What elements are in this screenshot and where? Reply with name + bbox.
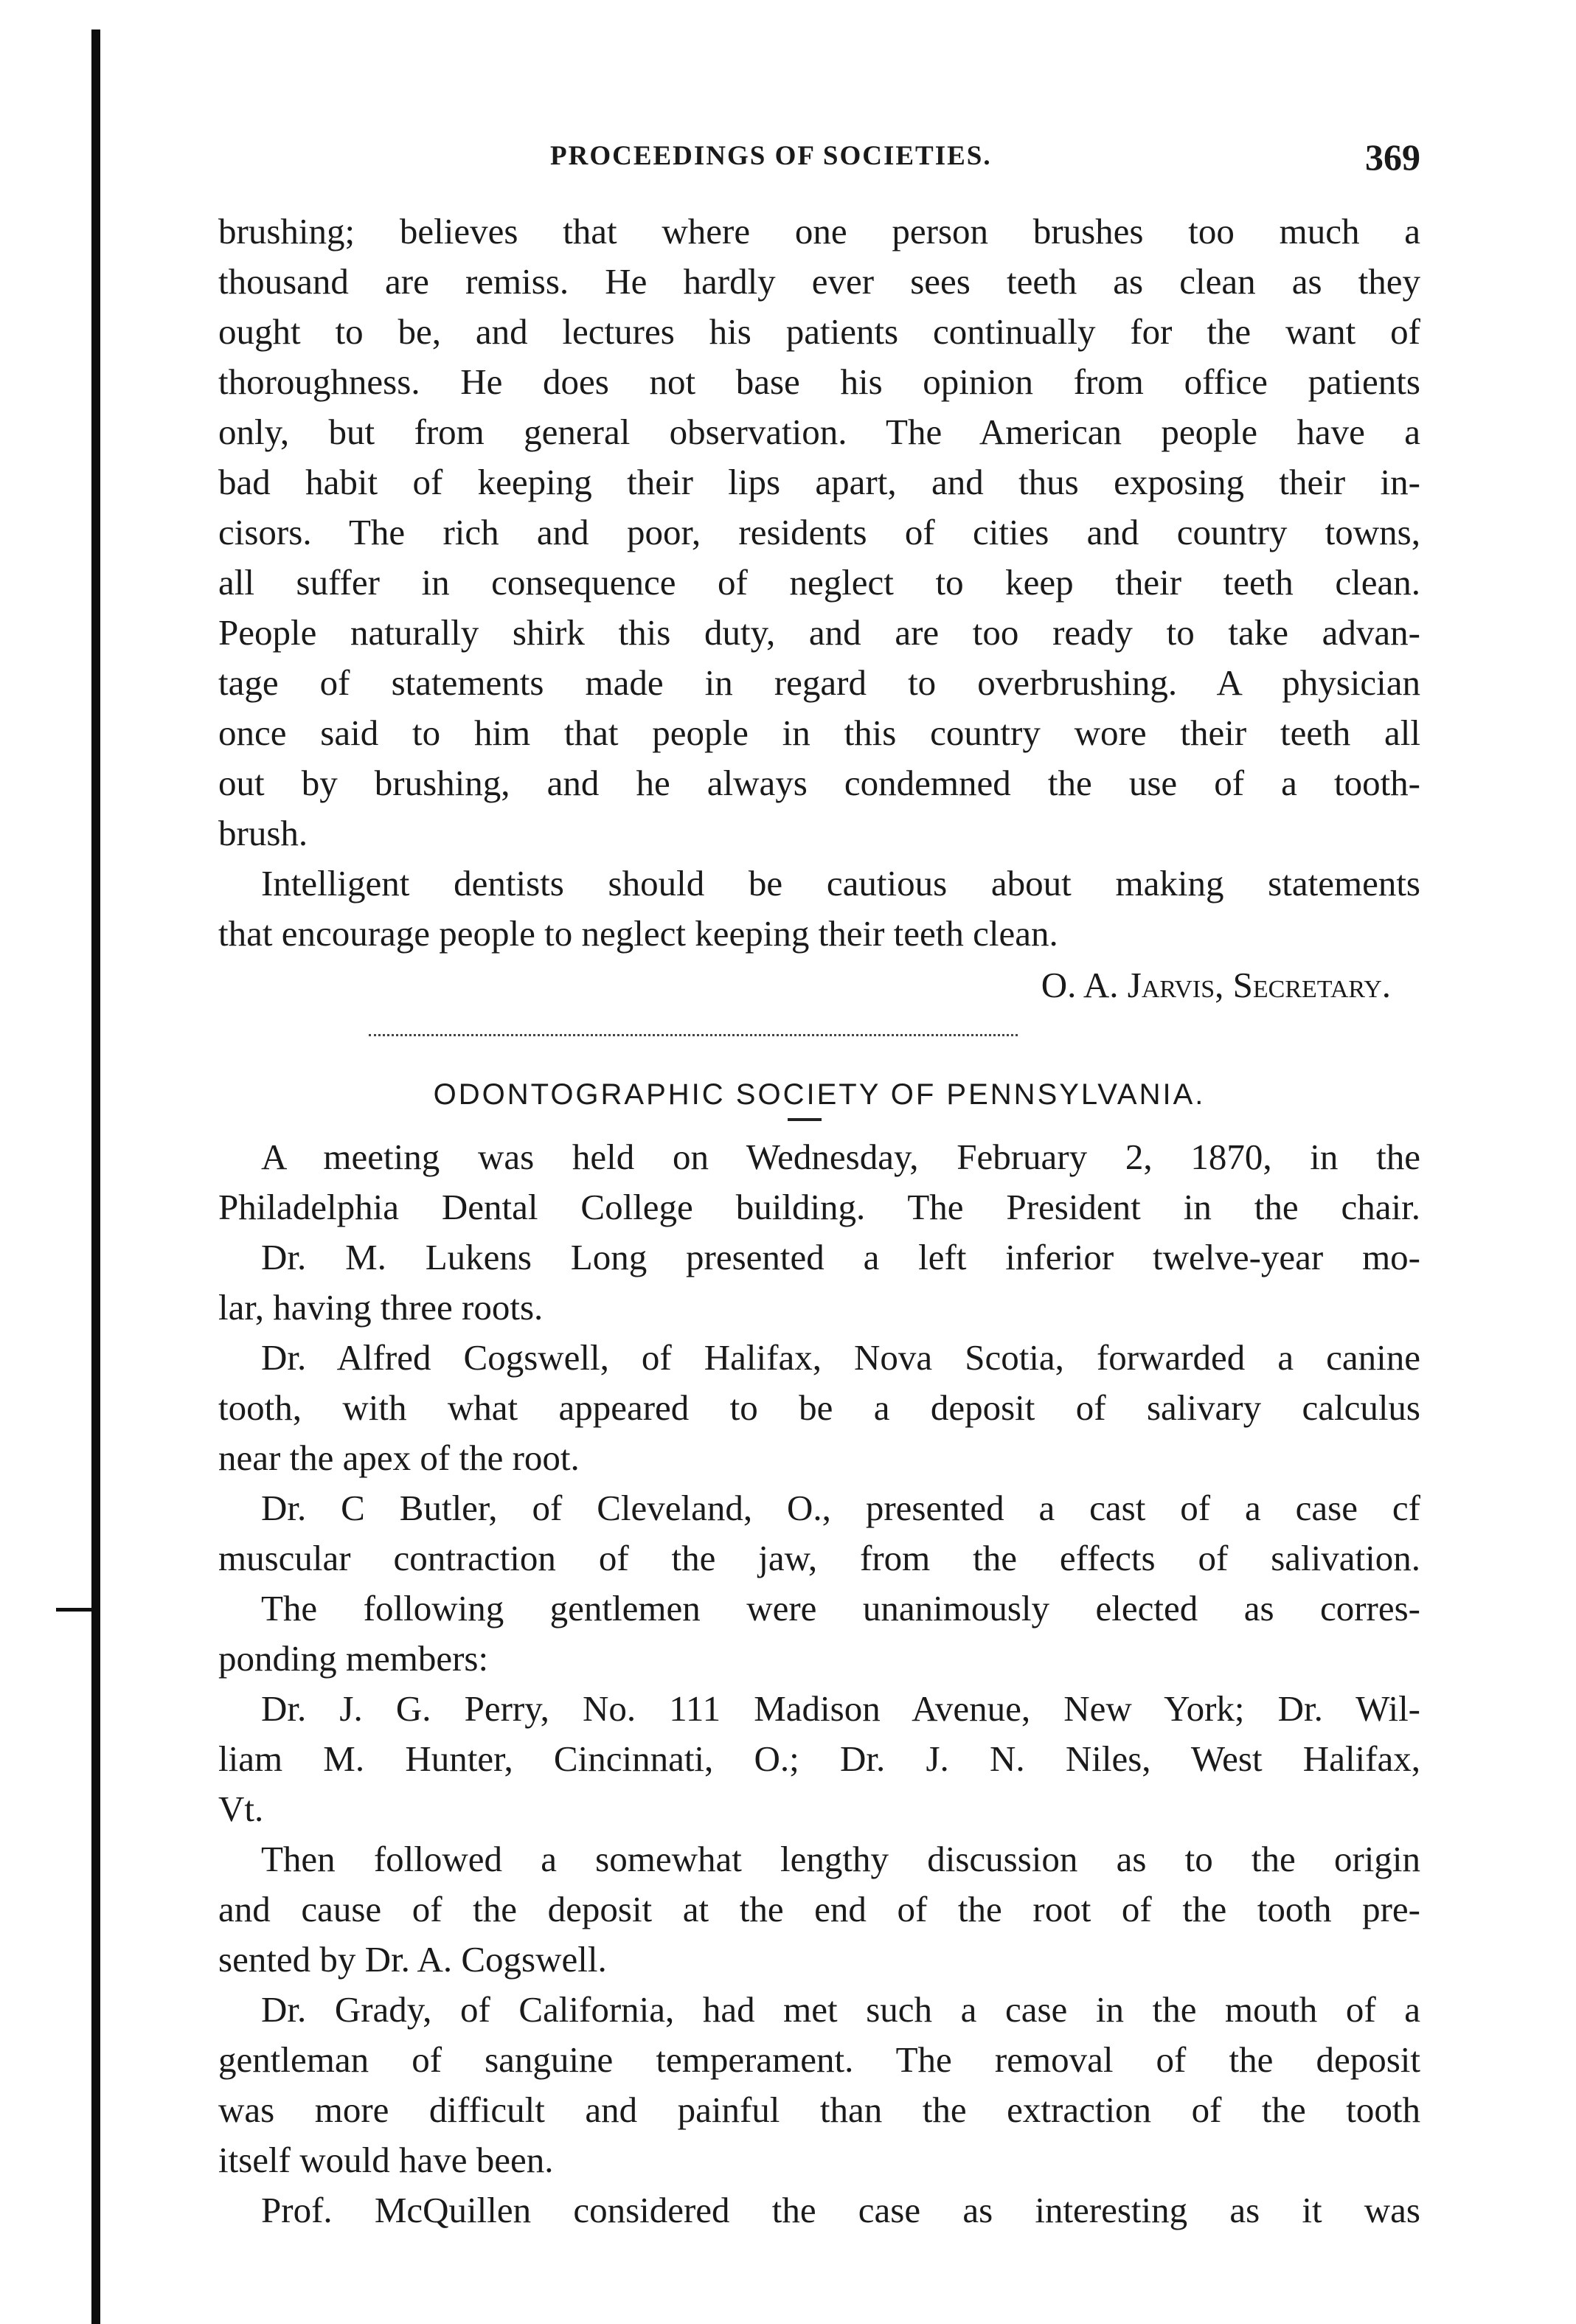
signature: O. A. Jarvis, Secretary. <box>1041 965 1391 1005</box>
text-line: Intelligent dentists should be cautious about making statements <box>261 863 1420 903</box>
text-line: ought to be, and lectures his patients continually for the want of <box>218 311 1420 352</box>
text-line: and cause of the deposit at the end of the root of the tooth pre- <box>218 1889 1420 1929</box>
section-heading: ODONTOGRAPHIC SOCIETY OF PENNSYLVANIA. <box>433 1078 1206 1111</box>
text-line: Then followed a somewhat lengthy discussion as to the origin <box>261 1839 1420 1879</box>
margin-mark <box>56 1608 91 1612</box>
text-line: tage of statements made in regard to overbrushing. A physician <box>218 662 1420 703</box>
text-line: itself would have been. <box>218 2140 554 2180</box>
text-line: Vt. <box>218 1789 264 1829</box>
text-line: thoroughness. He does not base his opinion from office patients <box>218 361 1420 402</box>
text-line: brush. <box>218 813 308 853</box>
text-line: lar, having three roots. <box>218 1287 544 1328</box>
text-line: ponding members: <box>218 1638 489 1679</box>
text-line: thousand are remiss. He hardly ever sees teeth as clean as they <box>218 261 1420 302</box>
section-divider <box>369 1034 1018 1036</box>
text-line: near the apex of the root. <box>218 1437 580 1478</box>
text-line: sented by Dr. A. Cogswell. <box>218 1939 607 1980</box>
text-line: Dr. C Butler, of Cleveland, O., presented a cast of a case cf <box>261 1488 1420 1528</box>
text-line: Dr. J. G. Perry, No. 111 Madison Avenue, New York; Dr. Wil- <box>261 1688 1420 1729</box>
text-line: liam M. Hunter, Cincinnati, O.; Dr. J. N. Niles, West Halifax, <box>218 1738 1420 1779</box>
page-number: 369 <box>1365 136 1420 178</box>
running-head <box>218 136 1420 192</box>
text-line: Dr. Grady, of California, had met such a case in the mouth of a <box>261 1989 1420 2030</box>
text-line: cisors. The rich and poor, residents of cities and country towns, <box>218 512 1420 552</box>
text-line: all suffer in consequence of neglect to keep their teeth clean. <box>218 562 1420 603</box>
text-line: out by brushing, and he always condemned the use of a tooth- <box>218 763 1420 803</box>
page-binding-edge <box>91 30 100 2324</box>
text-line: that encourage people to neglect keeping their teeth clean. <box>218 913 1058 954</box>
text-line: People naturally shirk this duty, and are too ready to take advan- <box>218 612 1420 653</box>
text-line: brushing; believes that where one person brushes too much a <box>218 211 1420 252</box>
text-line: once said to him that people in this country wore their teeth all <box>218 712 1420 753</box>
text-line: Prof. McQuillen considered the case as interesting as it was <box>261 2190 1420 2230</box>
text-line: The following gentlemen were unanimously elected as corres- <box>261 1588 1420 1628</box>
text-line: only, but from general observation. The American people have a <box>218 412 1420 452</box>
running-title: PROCEEDINGS OF SOCIETIES. <box>550 141 992 171</box>
text-line: Philadelphia Dental College building. The President in the chair. <box>218 1187 1420 1227</box>
text-line: tooth, with what appeared to be a deposit of salivary calculus <box>218 1387 1420 1428</box>
text-line: gentleman of sanguine temperament. The removal of the deposit <box>218 2039 1420 2080</box>
text-line: Dr. Alfred Cogswell, of Halifax, Nova Scotia, forwarded a canine <box>261 1337 1420 1378</box>
heading-dash <box>788 1118 822 1121</box>
text-line: bad habit of keeping their lips apart, and thus exposing their in- <box>218 462 1420 502</box>
text-line: was more difficult and painful than the extraction of the tooth <box>218 2089 1420 2130</box>
text-line: A meeting was held on Wednesday, February 2, 1870, in the <box>261 1137 1420 1177</box>
text-line: muscular contraction of the jaw, from the effects of salivation. <box>218 1538 1420 1578</box>
text-line: Dr. M. Lukens Long presented a left inferior twelve-year mo- <box>261 1237 1420 1277</box>
